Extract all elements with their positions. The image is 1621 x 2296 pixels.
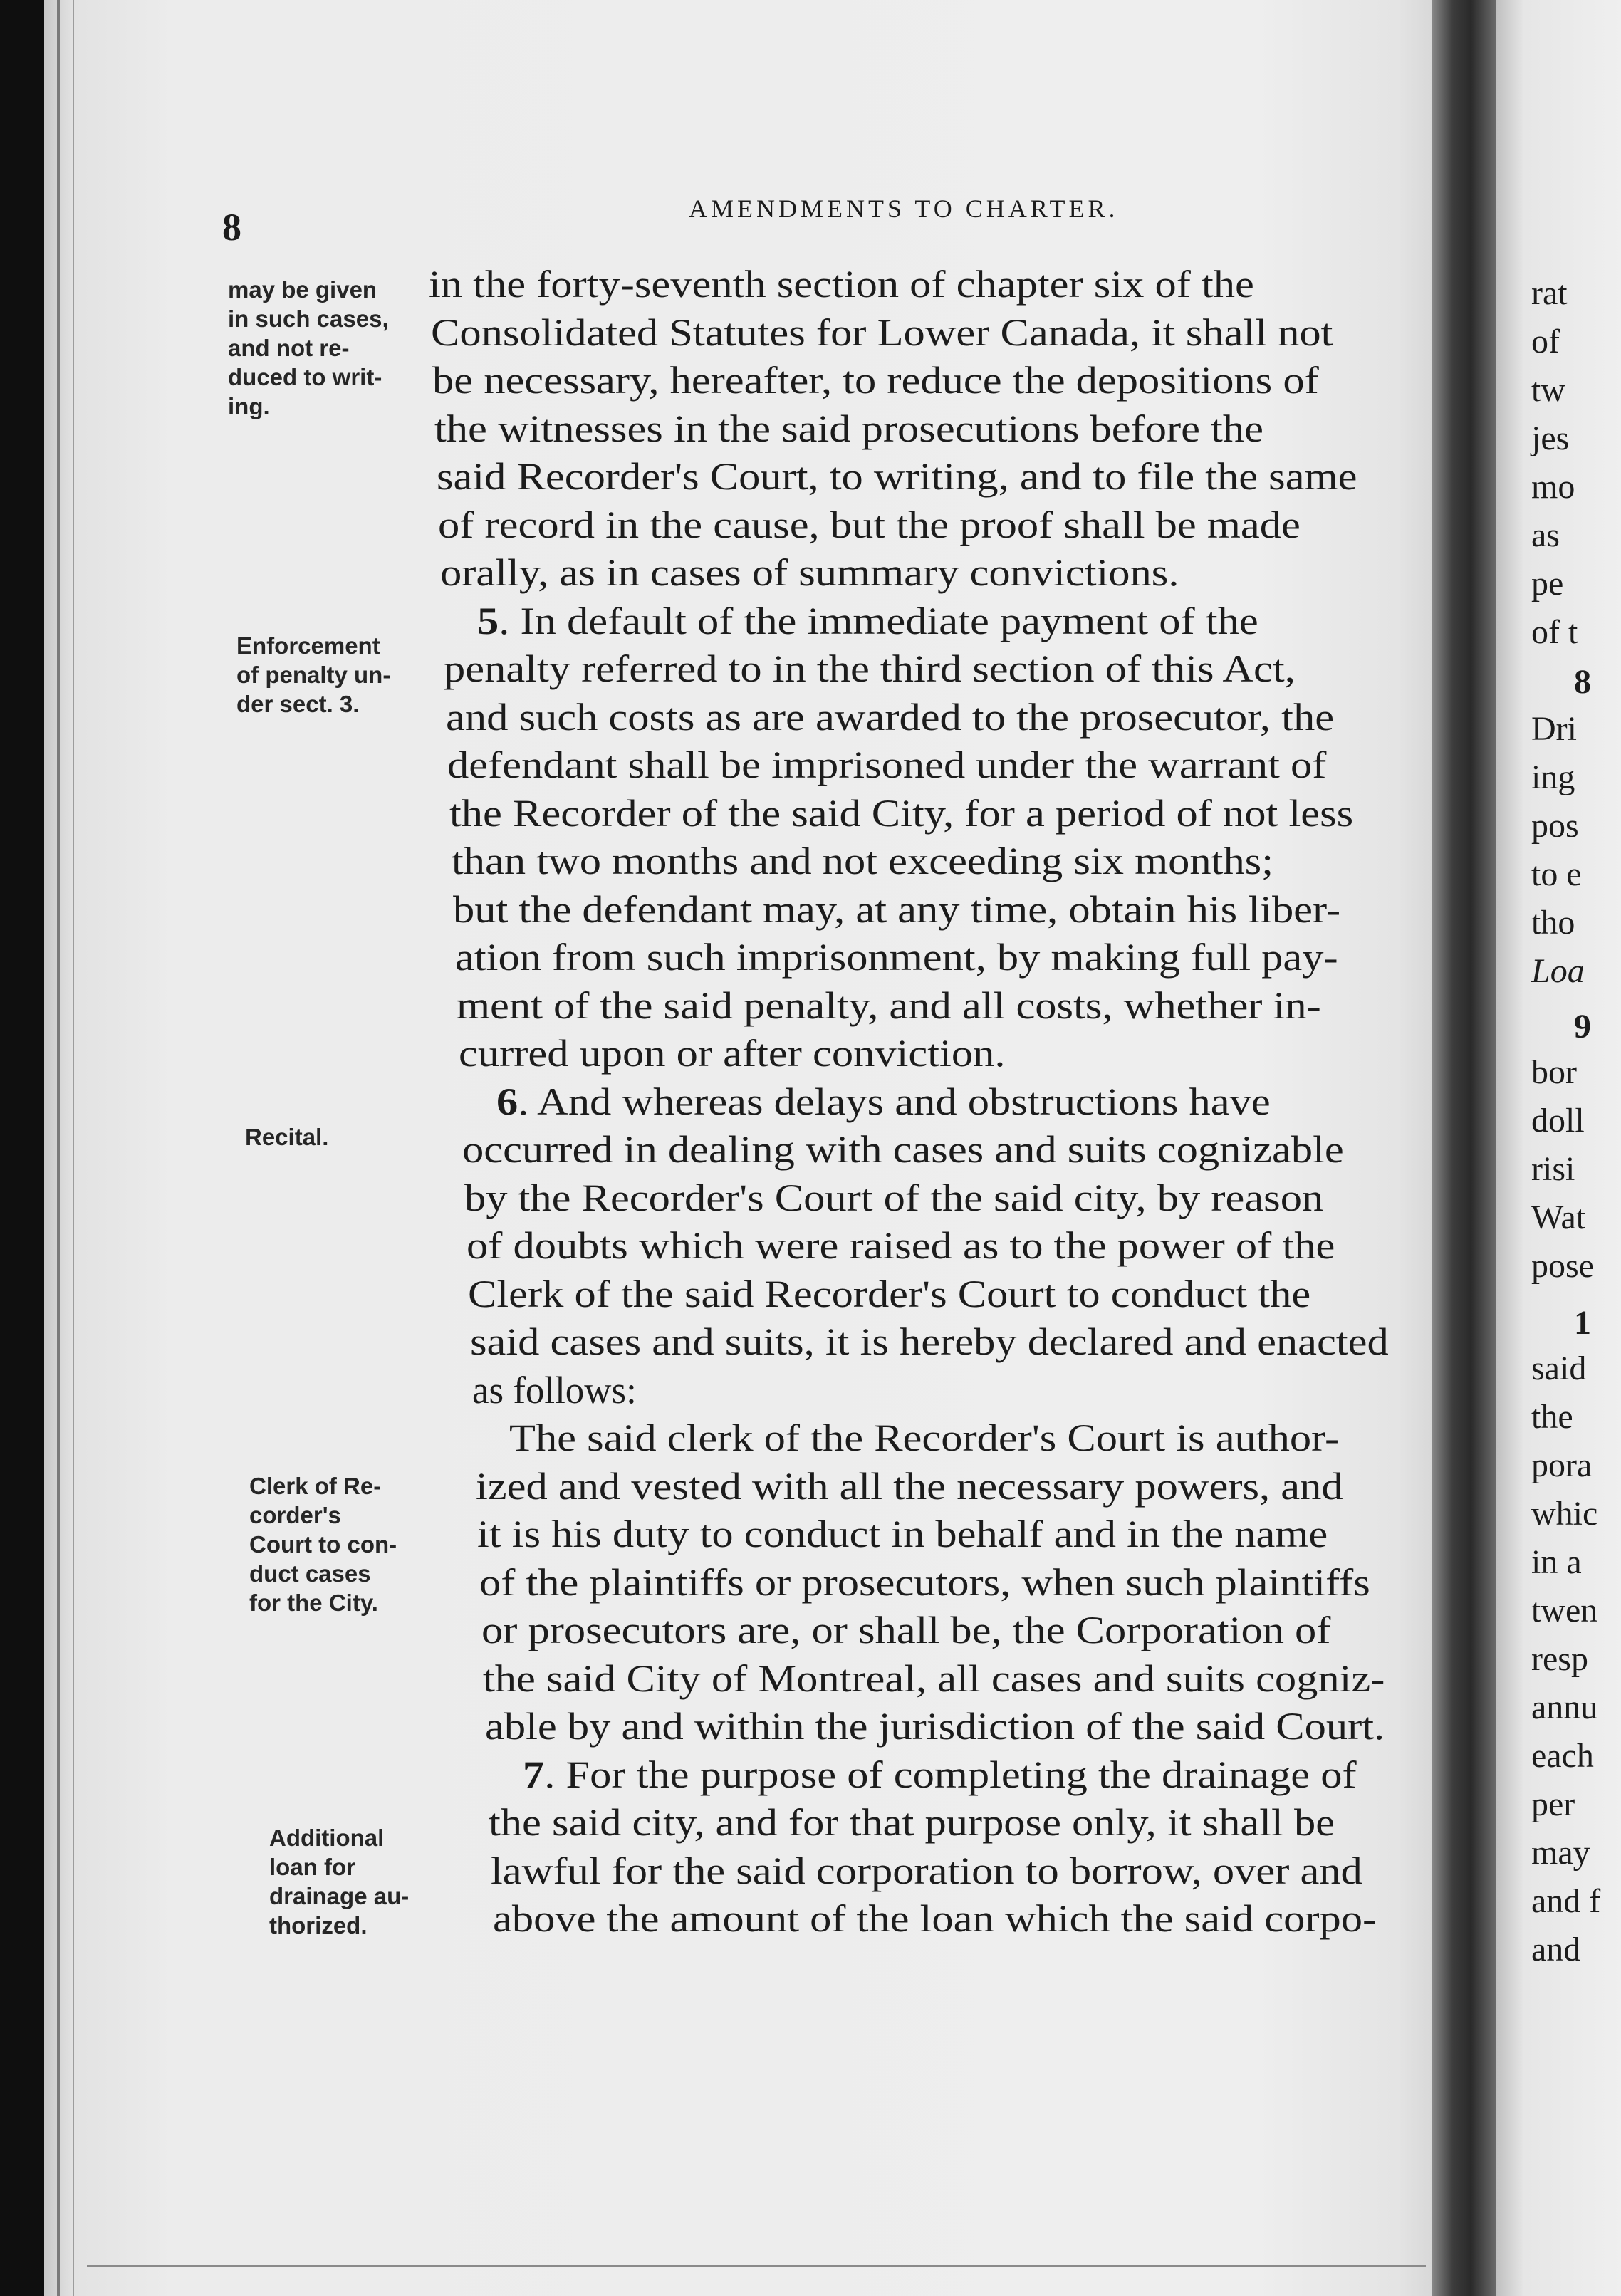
- margin-note-given-orally: [228, 275, 389, 421]
- page-edge-line: [57, 0, 60, 2296]
- facing-page-line: tho: [1531, 904, 1575, 941]
- facing-page-line: tw: [1531, 371, 1565, 409]
- body-line-text: of the plaintiffs or prosecutors, when such plaintiffs: [479, 1560, 1370, 1604]
- facing-page-line: resp: [1531, 1640, 1588, 1678]
- facing-page-line: of: [1531, 323, 1560, 360]
- facing-page-line: each: [1531, 1737, 1594, 1775]
- facing-page-line: and f: [1531, 1882, 1601, 1920]
- facing-page-line: rat: [1531, 274, 1568, 312]
- body-line: [493, 1896, 1377, 1941]
- body-line: [434, 407, 1263, 451]
- body-line-text: . For the purpose of completing the drainage of: [543, 1753, 1357, 1796]
- margin-note-line: duced to writ-: [228, 364, 382, 390]
- body-line: [477, 1512, 1328, 1556]
- body-line: [467, 1223, 1335, 1268]
- body-line: [491, 1849, 1362, 1893]
- margin-note-line: duct cases: [249, 1560, 371, 1587]
- facing-page-line: may: [1531, 1834, 1590, 1872]
- margin-note-recital: [245, 1122, 328, 1152]
- body-line: [464, 1176, 1323, 1220]
- facing-page-line: as: [1531, 516, 1560, 554]
- margin-note-line: drainage au-: [269, 1883, 410, 1909]
- body-line-text: but the defendant may, at any time, obtain his liber-: [453, 887, 1341, 931]
- body-line: [509, 1416, 1339, 1460]
- body-line: [481, 1608, 1330, 1652]
- body-line-text: occurred in dealing with cases and suits cognizable: [462, 1128, 1345, 1171]
- body-line-text: by the Recorder's Court of the said city, by reason: [464, 1176, 1324, 1219]
- body-line: [452, 839, 1273, 883]
- page-number: 8: [222, 206, 241, 249]
- body-line: [444, 647, 1296, 691]
- left-page: [44, 0, 1459, 2296]
- body-line: [447, 743, 1326, 787]
- body-line: [457, 983, 1321, 1028]
- facing-page-line: of t: [1531, 613, 1578, 651]
- section-number: 7: [522, 1753, 544, 1796]
- body-line-text: the witnesses in the said prosecutions before the: [434, 407, 1263, 450]
- body-line-text: able by and within the jurisdiction of the said Court.: [484, 1705, 1385, 1748]
- body-line-text: defendant shall be imprisoned under the warrant of: [447, 743, 1327, 786]
- facing-page-line: 9: [1574, 1008, 1591, 1045]
- margin-note-line: Clerk of Re-: [249, 1473, 382, 1499]
- facing-page-line: pora: [1531, 1446, 1593, 1484]
- facing-page-line: whic: [1531, 1495, 1598, 1533]
- facing-page-line: mo: [1531, 468, 1575, 506]
- margin-note-additional-loan: [269, 1823, 409, 1940]
- facing-page-line: pos: [1531, 807, 1579, 845]
- body-line: [429, 262, 1254, 306]
- margin-note-line: Enforcement: [236, 632, 380, 659]
- facing-page-line: said: [1531, 1350, 1587, 1387]
- margin-note-line: Recital.: [245, 1124, 329, 1150]
- facing-page-line: doll: [1531, 1102, 1585, 1139]
- body-line: [496, 1080, 1271, 1124]
- running-head: AMENDMENTS TO CHARTER.: [689, 194, 1119, 223]
- facing-page-line: Loa: [1531, 952, 1585, 990]
- body-line: [477, 599, 1258, 643]
- facing-page-line: Wat: [1531, 1199, 1586, 1236]
- body-line: [449, 791, 1353, 835]
- margin-note-line: corder's: [249, 1502, 341, 1528]
- margin-note-line: in such cases,: [228, 306, 389, 332]
- margin-note-line: of penalty un-: [236, 662, 391, 688]
- margin-note-line: may be given: [228, 276, 377, 303]
- body-line-text: ation from such imprisonment, by making full pay-: [454, 936, 1338, 979]
- body-line-text: . And whereas delays and obstructions have: [517, 1080, 1271, 1123]
- body-line-text: the said City of Montreal, all cases and suits cogniz-: [483, 1656, 1385, 1700]
- body-line: [489, 1800, 1335, 1844]
- facing-page-line: 8: [1574, 663, 1591, 701]
- facing-page-line: ing: [1531, 758, 1575, 796]
- margin-note-line: and not re-: [228, 335, 350, 361]
- margin-note-line: Court to con-: [249, 1531, 397, 1557]
- body-line-text: lawful for the said corporation to borrow, over and: [490, 1849, 1362, 1892]
- body-line-text: of record in the cause, but the proof shall be made: [438, 503, 1301, 546]
- facing-page-line: twen: [1531, 1592, 1598, 1629]
- body-line-text: . In default of the immediate payment of the: [499, 599, 1259, 642]
- body-line: [470, 1320, 1389, 1364]
- body-line-text: said cases and suits, it is hereby declared and enacted: [469, 1320, 1389, 1363]
- body-line-text: as follows:: [471, 1368, 637, 1411]
- facing-page-line: the: [1531, 1398, 1573, 1436]
- body-line-text: the said city, and for that purpose only, it shall be: [489, 1801, 1335, 1844]
- body-line-text: ment of the said penalty, and all costs, whether in-: [457, 983, 1322, 1027]
- body-line-text: ized and vested with all the necessary powers, and: [475, 1464, 1343, 1508]
- page-bottom-rule: [87, 2265, 1426, 2267]
- body-line: [440, 550, 1179, 595]
- body-line: [438, 503, 1301, 547]
- body-line-text: curred upon or after conviction.: [459, 1032, 1006, 1075]
- body-line: [459, 1031, 1005, 1075]
- body-line-text: orally, as in cases of summary convictions.: [439, 551, 1179, 594]
- body-line-text: than two months and not exceeding six months;: [451, 840, 1273, 882]
- body-line: [476, 1464, 1343, 1508]
- facing-page-line: and: [1531, 1931, 1581, 1968]
- facing-page-line: jes: [1531, 419, 1570, 457]
- body-line-text: in the forty-seventh section of chapter six of the: [429, 263, 1254, 306]
- body-line: [472, 1368, 637, 1412]
- body-line-text: be necessary, hereafter, to reduce the depositions of: [432, 359, 1319, 402]
- margin-note-clerk: [249, 1471, 397, 1617]
- facing-page-line: annu: [1531, 1689, 1598, 1726]
- facing-page-line: to e: [1531, 855, 1582, 893]
- body-line: [468, 1272, 1310, 1316]
- facing-page-line: Dri: [1531, 710, 1577, 748]
- margin-note-line: Additional: [269, 1825, 385, 1851]
- body-line-text: of doubts which were raised as to the power of the: [466, 1224, 1335, 1267]
- facing-page-fragment: [1496, 0, 1621, 2296]
- book-gutter: [1432, 0, 1496, 2296]
- facing-page-line: 1: [1574, 1304, 1591, 1342]
- body-line-text: Consolidated Statutes for Lower Canada, it shall not: [430, 311, 1333, 354]
- margin-note-line: thorized.: [269, 1912, 368, 1938]
- body-line: [437, 454, 1357, 499]
- page-edge-line-inner: [73, 0, 74, 2296]
- body-line: [523, 1753, 1357, 1797]
- body-line: [483, 1656, 1385, 1701]
- body-line-text: said Recorder's Court, to writing, and to file the same: [436, 455, 1357, 498]
- body-line: [446, 695, 1334, 739]
- body-line: [432, 358, 1319, 402]
- body-line-text: above the amount of the loan which the said corpo-: [492, 1897, 1377, 1940]
- margin-note-line: loan for: [269, 1854, 355, 1880]
- facing-page-line: risi: [1531, 1150, 1575, 1188]
- body-line: [455, 935, 1338, 979]
- section-number: 6: [496, 1080, 518, 1123]
- body-line-text: the Recorder of the said City, for a period of not less: [449, 791, 1354, 835]
- margin-note-line: der sect. 3.: [236, 691, 360, 717]
- body-line: [462, 1127, 1344, 1172]
- body-line-text: penalty referred to in the third section of this Act,: [444, 647, 1296, 690]
- margin-note-line: for the City.: [249, 1590, 378, 1616]
- section-number: 5: [477, 599, 499, 642]
- body-line-text: or prosecutors are, or shall be, the Corporation of: [481, 1609, 1331, 1651]
- body-line: [453, 887, 1340, 932]
- margin-note-line: ing.: [228, 393, 270, 419]
- facing-page-line: per: [1531, 1785, 1575, 1823]
- body-line-text: Clerk of the said Recorder's Court to conduct the: [468, 1272, 1311, 1315]
- body-line: [479, 1560, 1370, 1604]
- body-line: [485, 1704, 1385, 1748]
- facing-page-line: in a: [1531, 1543, 1582, 1581]
- facing-page-line: pe: [1531, 565, 1564, 602]
- body-line: [431, 311, 1333, 355]
- body-line-text: The said clerk of the Recorder's Court is author-: [509, 1416, 1340, 1459]
- facing-page-line: bor: [1531, 1053, 1577, 1091]
- body-line-text: and such costs as are awarded to the prosecutor, the: [445, 695, 1334, 739]
- body-line-text: it is his duty to conduct in behalf and in the name: [477, 1513, 1328, 1555]
- margin-note-enforcement: [236, 631, 390, 719]
- facing-page-line: pose: [1531, 1247, 1594, 1285]
